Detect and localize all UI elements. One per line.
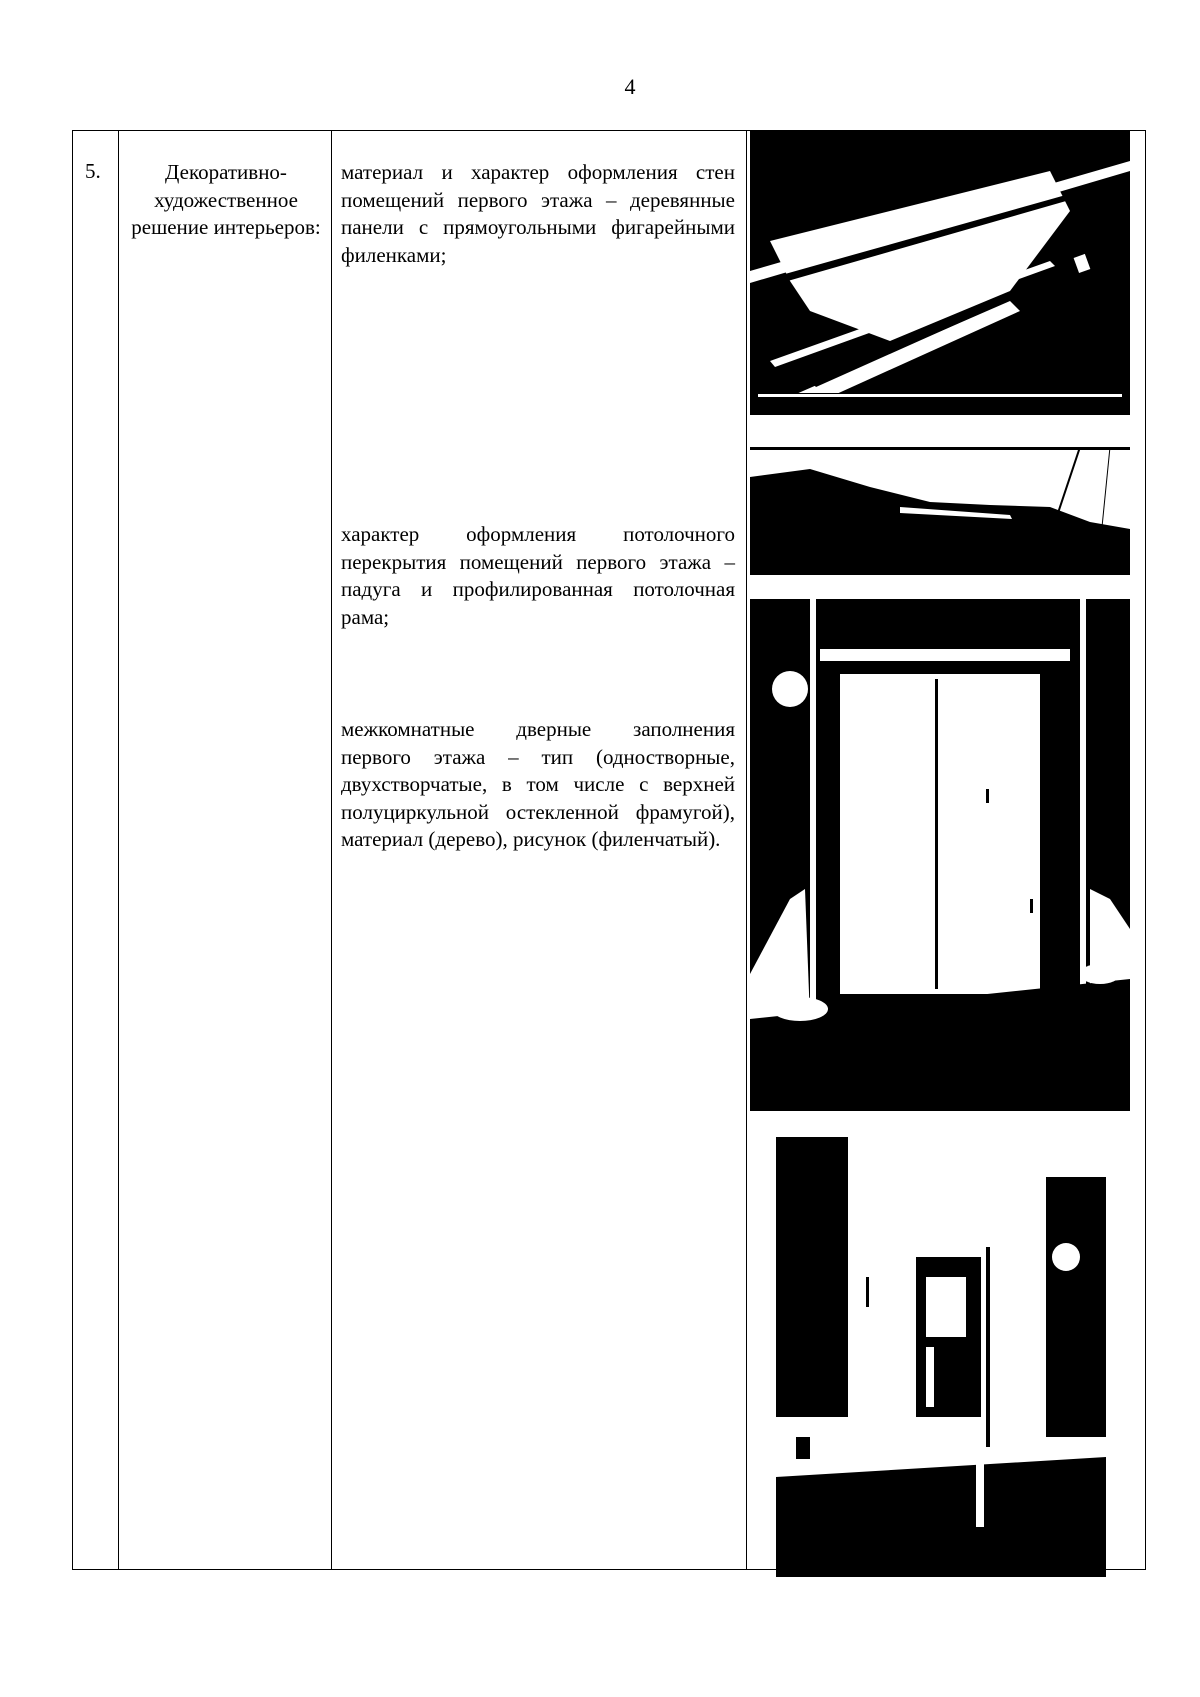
column-divider bbox=[118, 131, 119, 1569]
description-doors: межкомнатные дверные заполнения первого этажа – тип (одностворные, двухстворчатые, в том числе с верхней полуциркульной остекленной фрамугой), материал (дерево), рисунок (филенчатый). bbox=[341, 717, 735, 851]
description-walls: материал и характер оформления стен помещений первого этажа – деревянные панели с прямоугольными фигарейными филенками; bbox=[341, 160, 735, 267]
wall-panels-photo bbox=[750, 131, 1130, 415]
column-divider bbox=[331, 131, 332, 1569]
page-number: 4 bbox=[624, 74, 636, 99]
column-divider bbox=[746, 131, 747, 1569]
row-number: 5. bbox=[85, 159, 101, 183]
row-name: Декоративно-художественное решение интерьеров: bbox=[131, 160, 321, 239]
double-door-photo bbox=[750, 599, 1130, 1111]
doorway-photo bbox=[776, 1137, 1106, 1577]
ceiling-frame-photo bbox=[750, 447, 1130, 575]
heritage-table bbox=[72, 130, 1146, 1570]
description-ceiling: характер оформления потолочного перекрытия помещений первого этажа – падуга и профилированная потолочная рама; bbox=[341, 522, 735, 629]
